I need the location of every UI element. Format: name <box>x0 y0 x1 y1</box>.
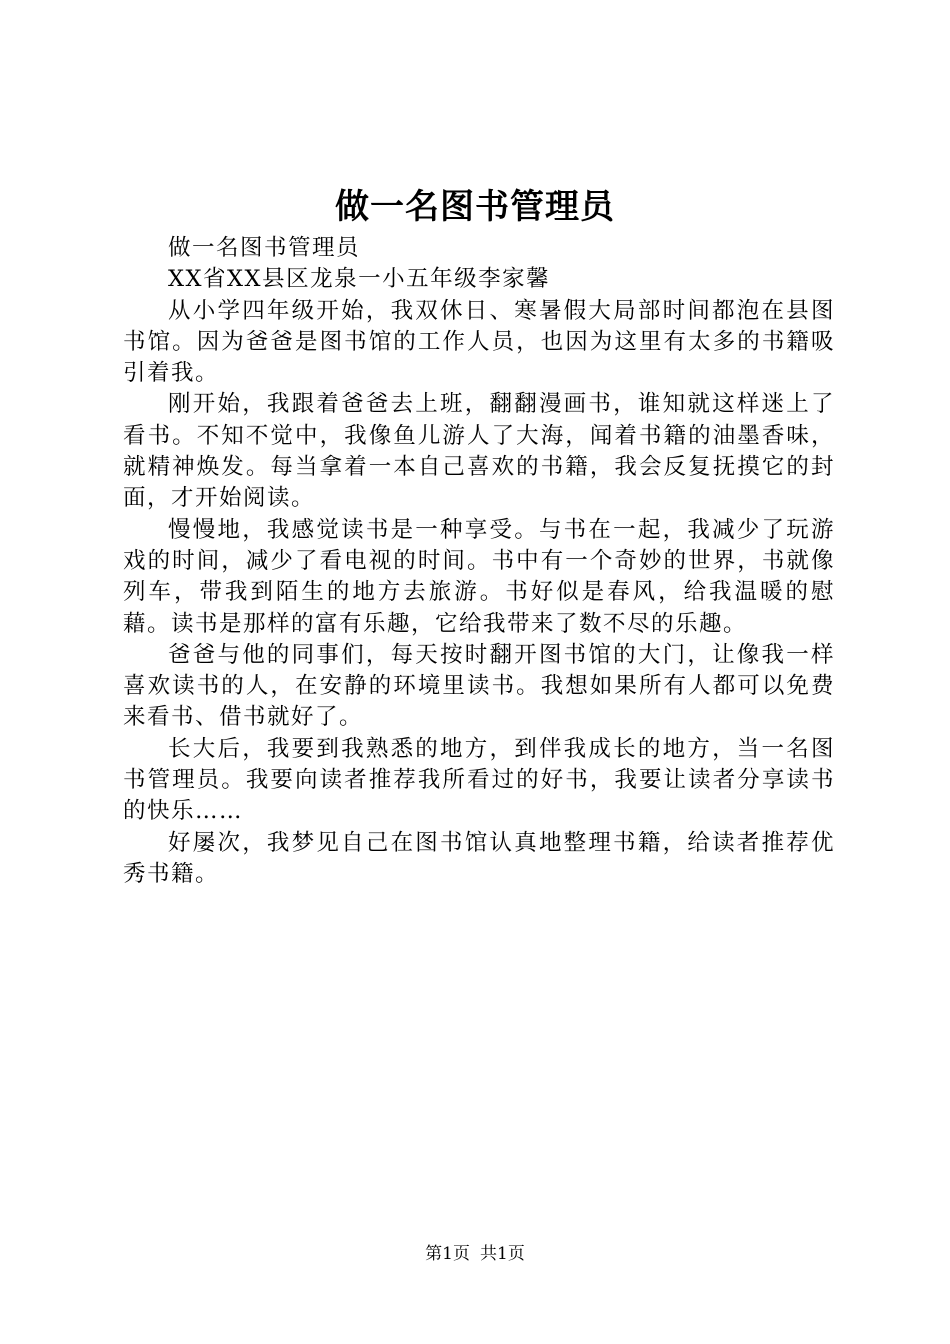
paragraph-subtitle: 做一名图书管理员 <box>168 235 361 261</box>
paragraph: 慢慢地，我感觉读书是一种享受。与书在一起，我减少了玩游戏的时间，减少了看电视的时间。书中有一个奇妙的世界，书就像列车，带我到陌生的地方去旅游。书好似是春风，给我温暖的慰藉。读书是那样的富有乐趣，它给我带来了数不尽的乐趣。 <box>123 516 835 637</box>
paragraph-author: XX省XX县区龙泉一小五年级李家馨 <box>168 266 551 293</box>
paragraph: 爸爸与他的同事们，每天按时翻开图书馆的大门，让像我一样喜欢读书的人，在安静的环境里读书。我想如果所有人都可以免费来看书、借书就好了。 <box>123 641 835 731</box>
page-footer <box>0 1242 950 1266</box>
paragraph: 从小学四年级开始，我双休日、寒暑假大局部时间都泡在县图书馆。因为爸爸是图书馆的工作人员，也因为这里有太多的书籍吸引着我。 <box>123 297 835 387</box>
document-title: 做一名图书管理员 <box>335 187 615 227</box>
paragraph: 长大后，我要到我熟悉的地方，到伴我成长的地方，当一名图书管理员。我要向读者推荐我所看过的好书，我要让读者分享读书的快乐…… <box>123 735 835 825</box>
document-body <box>123 233 835 890</box>
page-number: 第1页 <box>425 1244 470 1264</box>
paragraph: 刚开始，我跟着爸爸去上班，翻翻漫画书，谁知就这样迷上了看书。不知不觉中，我像鱼儿游人了大海，闻着书籍的油墨香味，就精神焕发。每当拿着一本自己喜欢的书籍，我会反复抚摸它的封面，才开始阅读。 <box>123 391 835 512</box>
page-total: 共1页 <box>480 1244 525 1264</box>
paragraph: 好屡次，我梦见自己在图书馆认真地整理书籍，给读者推荐优秀书籍。 <box>123 829 835 887</box>
